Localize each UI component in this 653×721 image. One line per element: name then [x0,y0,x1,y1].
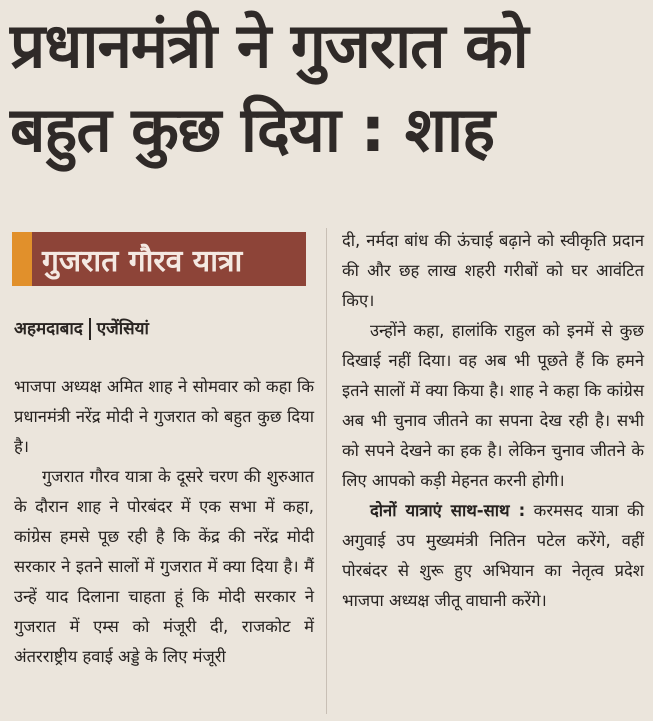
right-paragraph-3-body: करमसद यात्रा की अगुवाई उप मुख्यमंत्री नितिन पटेल करेंगे, वहीं पोरबंदर से शुरू हुए अभियान का नेतृत्व प्रदेश भाजपा अध्यक्ष जीतू वाघानी करेंगे। [342,501,645,610]
left-paragraph-1: भाजपा अध्यक्ष अमित शाह ने सोमवार को कहा कि प्रधानमंत्री नरेंद्र मोदी ने गुजरात को बहुत कुछ दिया है। [14,377,314,456]
dateline [14,316,314,340]
headline-line-2: बहुत कुछ दिया : शाह [10,93,495,166]
left-paragraph-2: गुजरात गौरव यात्रा के दूसरे चरण की शुरुआत के दौरान शाह ने पोरबंदर में एक सभा में कहा, कांग्रेस हमसे पूछ रही है कि केंद्र की नरेंद्र मोदी सरकार ने इतने सालों में गुजरात में क्या दिया है। मैं उन्हें याद दिलाना चाहता हूं कि मोदी सरकार ने गुजरात में एम्स को मंजूरी दी, राजकोट में अंतरराष्ट्रीय हवाई अड्डे के लिए मंजूरी [14,467,314,666]
right-paragraph-3 [342,496,644,616]
banner-label: गुजरात गौरव यात्रा [32,232,306,286]
right-paragraph-2: उन्होंने कहा, हालांकि राहुल को इनमें से कुछ दिखाई नहीं दिया। वह अब भी पूछते हैं कि हमने इतने सालों में क्या किया है। शाह ने कहा कि कांग्रेस अब भी चुनाव जीतने का सपना देख रही है। सभी को सपने देखने का हक है। लेकिन चुनाव जीतने के लिए आपको कड़ी मेहनत करनी होगी। [342,321,644,490]
left-column [14,372,314,672]
dateline-place: अहमदाबाद [14,319,83,339]
dateline-agency: एजेंसियां [96,319,149,339]
dateline-separator [89,318,91,340]
right-column [342,226,644,616]
column-divider [326,228,327,714]
section-banner [12,232,306,286]
subhead-lead: दोनों यात्राएं साथ-साथ : [370,501,526,520]
right-paragraph-1: दी, नर्मदा बांध की ऊंचाई बढ़ाने को स्वीकृति प्रदान की और छह लाख शहरी गरीबों को घर आवंटित किए। [342,231,644,310]
banner-accent [12,232,32,286]
headline [10,4,646,172]
headline-line-1: प्रधानमंत्री ने गुजरात को [10,9,528,82]
